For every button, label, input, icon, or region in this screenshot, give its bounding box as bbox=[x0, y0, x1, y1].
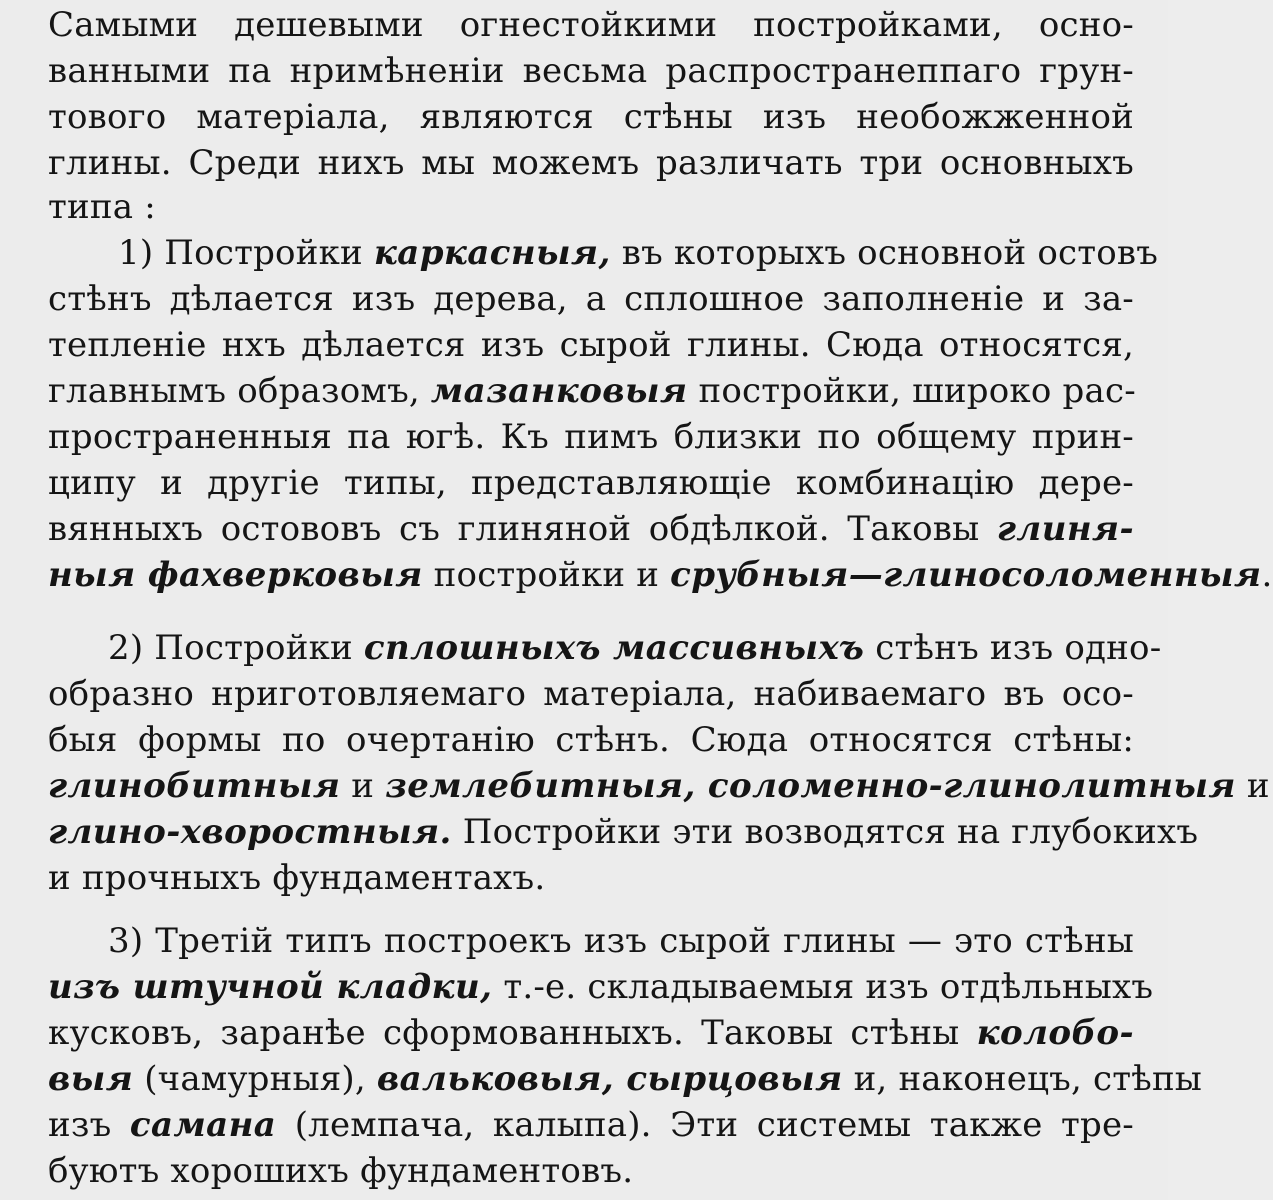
paragraph-1-line bbox=[48, 322, 1134, 368]
italic-text-segment: изъ штучной кладки, bbox=[48, 967, 493, 1007]
text-line bbox=[48, 94, 1134, 140]
italic-text-segment: самана bbox=[129, 1105, 277, 1145]
text-segment: . bbox=[1261, 555, 1273, 595]
italic-text-segment: вальковыя, сырцовыя bbox=[376, 1059, 843, 1099]
text-segment: (чамурныя), bbox=[133, 1059, 377, 1099]
paragraph-3-line bbox=[48, 1010, 1134, 1056]
paragraph-1-line bbox=[118, 230, 1159, 276]
italic-text-segment: мазанковыя bbox=[430, 371, 688, 411]
text-segment: и прочныхъ фундаментахъ. bbox=[48, 858, 546, 898]
paragraph-2-line bbox=[48, 809, 1199, 855]
italic-text-segment: колобо- bbox=[976, 1013, 1134, 1053]
text-segment: постройки и bbox=[422, 555, 671, 595]
text-segment: постройки, широко рас- bbox=[687, 371, 1136, 411]
paragraph-1-line bbox=[48, 368, 1134, 414]
italic-text-segment: срубныя—глиносоломенныя bbox=[670, 555, 1262, 595]
text-segment: и bbox=[1235, 766, 1270, 806]
text-segment: главнымъ образомъ, bbox=[48, 371, 431, 411]
paragraph-1-line bbox=[48, 414, 1134, 460]
text-segment: ципу и другіе типы, представляющіе комбинацію дере- bbox=[48, 463, 1134, 503]
text-segment: изъ bbox=[48, 1105, 130, 1145]
paragraph-2-line bbox=[48, 671, 1134, 717]
text-segment: Постройки эти возводятся на глубокихъ bbox=[451, 812, 1199, 852]
text-segment: вянныхъ остововъ съ глиняной обдѣлкой. Таковы bbox=[48, 509, 997, 549]
text-segment: и, наконецъ, стѣпы bbox=[842, 1059, 1203, 1099]
paragraph-3-line bbox=[108, 918, 1134, 964]
italic-text-segment: глиня- bbox=[996, 509, 1134, 549]
text-segment: образно нриготовляемаго матеріала, набиваемаго въ осо- bbox=[48, 674, 1134, 714]
paragraph-3-line bbox=[48, 1102, 1134, 1148]
text-segment: стѣнъ дѣлается изъ дерева, а сплошное заполненіе и за- bbox=[48, 279, 1134, 319]
text-segment: 1) Постройки bbox=[118, 233, 374, 273]
italic-text-segment: каркасныя, bbox=[373, 233, 611, 273]
text-segment: глины. Среди нихъ мы можемъ различать три основныхъ bbox=[48, 143, 1134, 183]
text-segment: буютъ хорошихъ фундаментовъ. bbox=[48, 1151, 634, 1191]
text-line bbox=[48, 184, 1134, 230]
text-segment: т.-е. складываемыя изъ отдѣльныхъ bbox=[492, 967, 1154, 1007]
text-segment: кусковъ, заранѣе сформованныхъ. Таковы стѣны bbox=[48, 1013, 977, 1053]
paragraph-2-line bbox=[108, 625, 1162, 671]
paragraph-1-line bbox=[48, 460, 1134, 506]
italic-text-segment: глино-хворостныя. bbox=[48, 812, 452, 852]
text-segment: тепленіе нхъ дѣлается изъ сырой глины. Сюда относятся, bbox=[48, 325, 1134, 365]
text-line bbox=[48, 2, 1134, 48]
text-segment: Самыми дешевыми огнестойкими постройками, осно- bbox=[48, 5, 1134, 45]
italic-text-segment: ныя фахверковыя bbox=[48, 555, 423, 595]
text-segment: 3) Третій типъ построекъ изъ сырой глины — это стѣны bbox=[108, 921, 1134, 961]
text-segment: (лемпача, калыпа). Эти системы также тре- bbox=[276, 1105, 1134, 1145]
paragraph-3-line bbox=[48, 1148, 1134, 1194]
italic-text-segment: сплошныхъ массивныхъ bbox=[363, 628, 865, 668]
text-segment: стѣнъ изъ одно- bbox=[864, 628, 1162, 668]
text-segment: ванными па нримѣненіи весьма распространеппаго грун- bbox=[48, 51, 1134, 91]
text-segment: типа : bbox=[48, 187, 156, 227]
paragraph-2-line bbox=[48, 763, 1270, 809]
text-segment: и bbox=[340, 766, 386, 806]
text-segment: въ которыхъ основной остовъ bbox=[610, 233, 1159, 273]
paragraph-1-line bbox=[48, 276, 1134, 322]
paragraph-2-line bbox=[48, 855, 1134, 901]
text-segment: тового матеріала, являются стѣны изъ необожженной bbox=[48, 97, 1134, 137]
paragraph-3-line bbox=[48, 964, 1154, 1010]
paragraph-2-line bbox=[48, 717, 1134, 763]
italic-text-segment: глинобитныя bbox=[48, 766, 341, 806]
text-segment: быя формы по очертанію стѣнъ. Сюда относятся стѣны: bbox=[48, 720, 1134, 760]
text-line bbox=[48, 48, 1134, 94]
text-line bbox=[48, 140, 1134, 186]
paragraph-1-line bbox=[48, 506, 1134, 552]
paragraph-3-line bbox=[48, 1056, 1203, 1102]
text-segment: пространенныя па югѣ. Къ пимъ близки по общему прин- bbox=[48, 417, 1134, 457]
paragraph-1-line bbox=[48, 552, 1273, 598]
text-segment: 2) Постройки bbox=[108, 628, 364, 668]
italic-text-segment: выя bbox=[48, 1059, 134, 1099]
italic-text-segment: землебитныя, соломенно-глинолитныя bbox=[385, 766, 1236, 806]
